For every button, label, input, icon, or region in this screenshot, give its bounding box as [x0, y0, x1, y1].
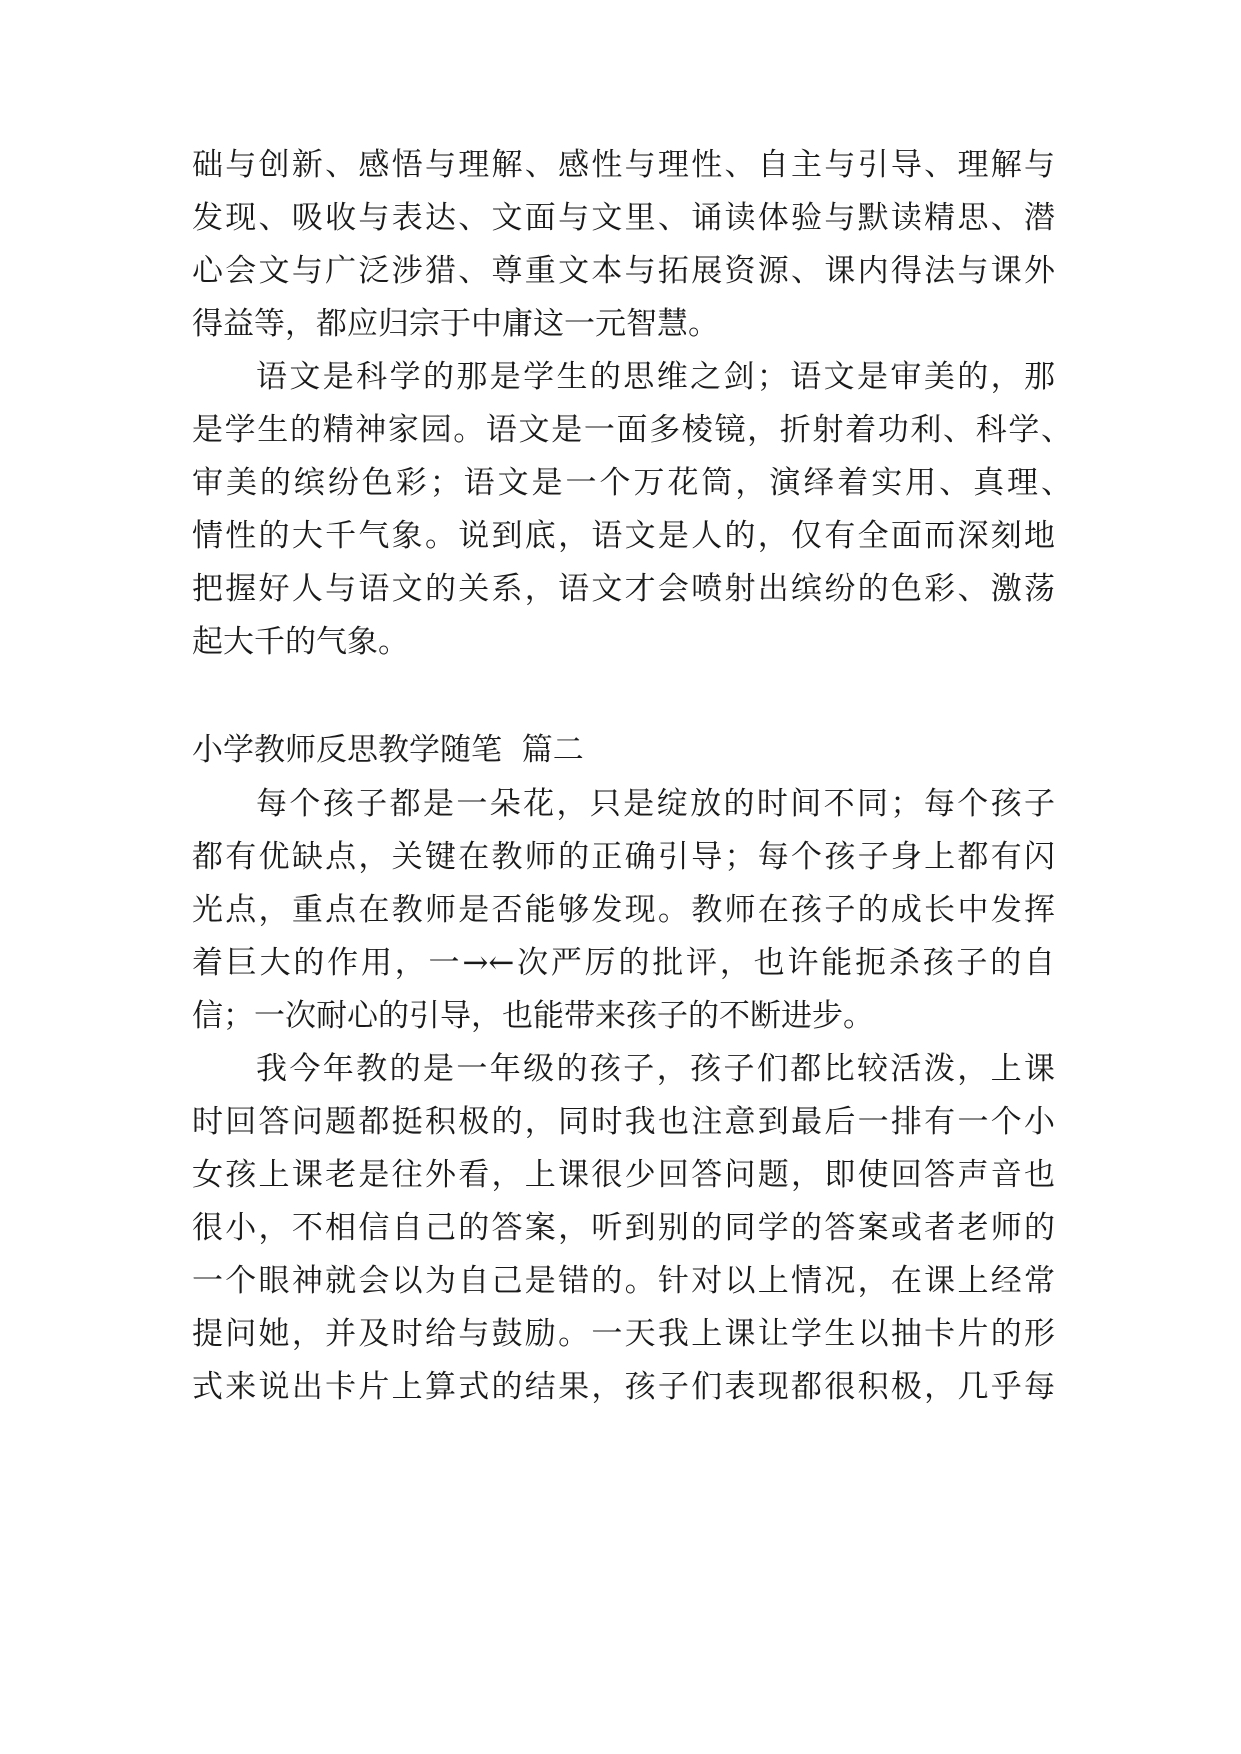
text-line: 发现、吸收与表达、文面与文里、诵读体验与默读精思、潜: [192, 200, 1055, 236]
text-line: 得益等，都应归宗于中庸这一元智慧。: [192, 306, 719, 342]
text-line: 每个孩子都是一朵花，只是绽放的时间不同；每个孩子: [256, 786, 1055, 822]
text-line: 提问她，并及时给与鼓励。一天我上课让学生以抽卡片的形: [192, 1316, 1055, 1352]
text-line: 信；一次耐心的引导，也能带来孩子的不断进步。: [192, 998, 874, 1034]
text-line: 是学生的精神家园。语文是一面多棱镜，折射着功利、科学、: [192, 412, 1072, 448]
text-line: 很小，不相信自己的答案，听到别的同学的答案或者老师的: [192, 1210, 1055, 1246]
text-line: 我今年教的是一年级的孩子，孩子们都比较活泼，上课: [256, 1051, 1055, 1087]
text-line: 着巨大的作用，一→←次严厉的批评，也许能扼杀孩子的自: [192, 945, 1055, 981]
text-line: 一个眼神就会以为自己是错的。针对以上情况，在课上经常: [192, 1263, 1055, 1299]
text-line: 情性的大千气象。说到底，语文是人的，仅有全面而深刻地: [192, 518, 1055, 554]
text-line: 时回答问题都挺积极的，同时我也注意到最后一排有一个小: [192, 1104, 1055, 1140]
text-line: 把握好人与语文的关系，语文才会喷射出缤纷的色彩、激荡: [192, 571, 1055, 607]
text-line: 都有优缺点，关键在教师的正确引导；每个孩子身上都有闪: [192, 839, 1055, 875]
section-heading: 小学教师反思教学随笔 篇二: [192, 732, 584, 768]
text-line: 心会文与广泛涉猎、尊重文本与拓展资源、课内得法与课外: [192, 253, 1055, 289]
text-line: 光点，重点在教师是否能够发现。教师在孩子的成长中发挥: [192, 892, 1055, 928]
text-line: 语文是科学的那是学生的思维之剑；语文是审美的，那: [256, 359, 1055, 395]
text-line: 起大千的气象。: [192, 624, 409, 660]
text-line: 式来说出卡片上算式的结果，孩子们表现都很积极，几乎每: [192, 1369, 1055, 1405]
text-line: 础与创新、感悟与理解、感性与理性、自主与引导、理解与: [192, 147, 1055, 183]
text-line: 审美的缤纷色彩；语文是一个万花筒，演绎着实用、真理、: [192, 465, 1072, 501]
text-line: 女孩上课老是往外看，上课很少回答问题，即使回答声音也: [192, 1157, 1055, 1193]
